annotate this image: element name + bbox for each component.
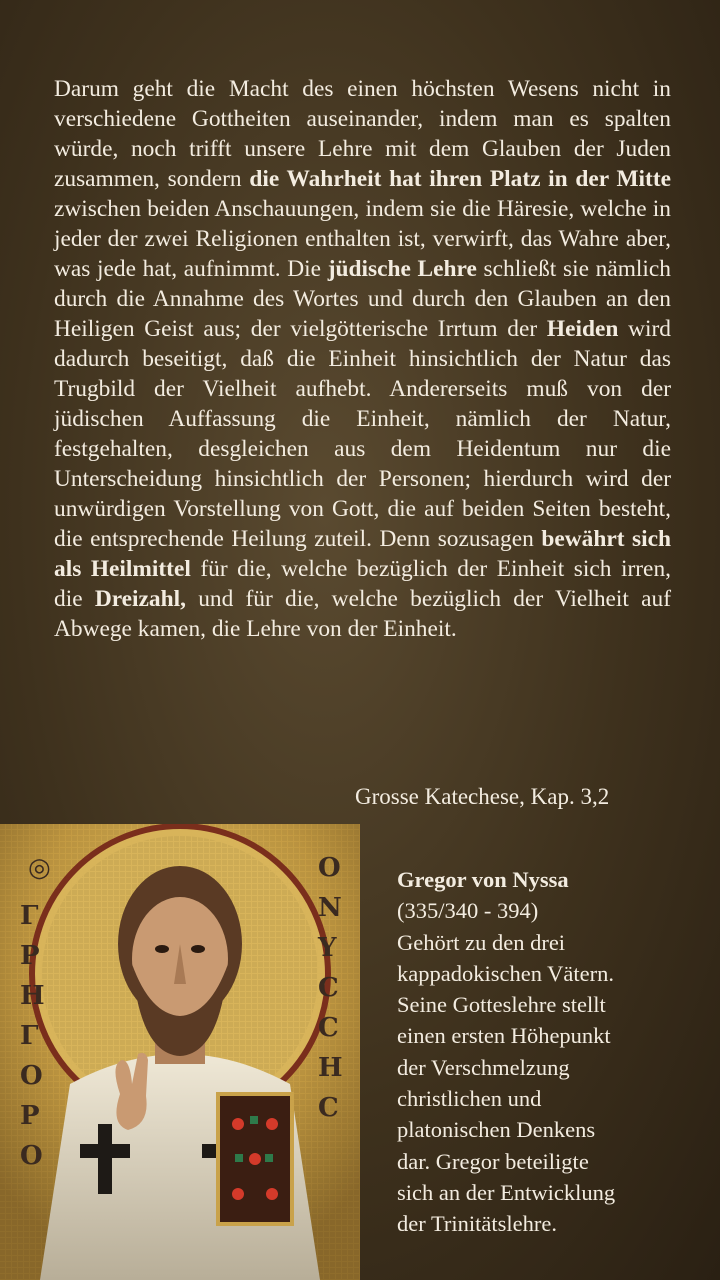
biography-block [397, 864, 697, 1240]
quote-emphasis: Heiden [546, 316, 619, 342]
svg-text:Υ: Υ [318, 933, 337, 963]
bio-line: dar. Gregor beteiligte [397, 1148, 589, 1174]
quote-text: und für die, welche bezüglich der Vielheit auf Abwege kamen, die Lehre von der Einheit. [54, 586, 671, 642]
bio-line: platonischen Denkens [397, 1117, 596, 1143]
bio-dates: (335/340 - 394) [397, 898, 539, 924]
quote-text: für die, welche bezüglich der Einheit sich irren, die [54, 556, 671, 612]
quote-text: schließt sie nämlich durch die Annahme des Wortes und durch den Glauben an den Heiligen Geist aus; der vielgötterische Irrtum der [54, 256, 671, 342]
svg-text:Γ: Γ [20, 901, 39, 931]
svg-text:Γ: Γ [20, 1021, 39, 1051]
svg-text:Ν: Ν [318, 893, 342, 923]
quote-emphasis: bewährt sich als Heilmittel [54, 526, 671, 582]
saint-mosaic-image [0, 824, 360, 1280]
svg-text:◎: ◎ [28, 853, 51, 883]
quote-text: wird dadurch beseitigt, daß die Einheit hinsichtlich der Natur das Trugbild der Vielheit aufhebt. Andererseits muß von der jüdischen Auffassung die Einheit, nämlich der Natur, festgehalten, desgleichen aus dem Heidentum nur die Unterscheidung hinsichtlich der Personen; hierdurch wird der unwürdigen Vorstellung von Gott, die auf beiden Seiten besteht, die entsprechende Heilung zuteil. Denn sozusagen [54, 316, 671, 552]
svg-text:Ρ: Ρ [20, 1101, 40, 1131]
quote-text: Darum geht die Macht des einen höchsten Wesens nicht in verschiedene Gottheiten auseinander, indem man es spalten würde, noch trifft unsere Lehre mit dem Glauben der Juden zusammen, sondern [54, 76, 671, 192]
bio-line: kappadokischen Vätern. [397, 960, 615, 986]
quote-emphasis: die Wahrheit hat ihren Platz in der Mitte [249, 166, 671, 192]
bio-line: der Trinitätslehre. [397, 1211, 557, 1237]
quote-emphasis: Dreizahl, [94, 586, 186, 612]
quote-emphasis: jüdische Lehre [327, 256, 477, 282]
byzantine-mosaic-saint-icon [0, 824, 360, 1280]
svg-text:Η: Η [318, 1053, 343, 1083]
svg-text:C: C [318, 1013, 339, 1043]
svg-text:Η: Η [20, 981, 45, 1011]
bio-line: christlichen und [397, 1086, 542, 1112]
bio-line: sich an der Entwicklung [397, 1179, 616, 1205]
svg-text:C: C [318, 973, 339, 1003]
svg-text:Ο: Ο [20, 1061, 43, 1091]
quote-paragraph [54, 74, 671, 644]
svg-text:Ο: Ο [20, 1141, 43, 1171]
svg-text:C: C [318, 1093, 339, 1123]
svg-text:Ο: Ο [318, 853, 341, 883]
bio-line: einen ersten Höhepunkt [397, 1023, 611, 1049]
svg-text:Ρ: Ρ [20, 941, 40, 971]
bio-line: Gehört zu den drei [397, 929, 566, 955]
quote-source: Grosse Katechese, Kap. 3,2 [355, 784, 610, 809]
bio-line: Seine Gotteslehre stellt [397, 992, 606, 1018]
quote-text: zwischen beiden Anschauungen, indem sie die Häresie, welche in jeder der zwei Religionen enthalten ist, verwirft, das Wahre aber, was jede hat, aufnimmt. Die [54, 196, 671, 282]
bio-line: der Verschmelzung [397, 1054, 570, 1080]
bio-name: Gregor von Nyssa [397, 867, 569, 892]
